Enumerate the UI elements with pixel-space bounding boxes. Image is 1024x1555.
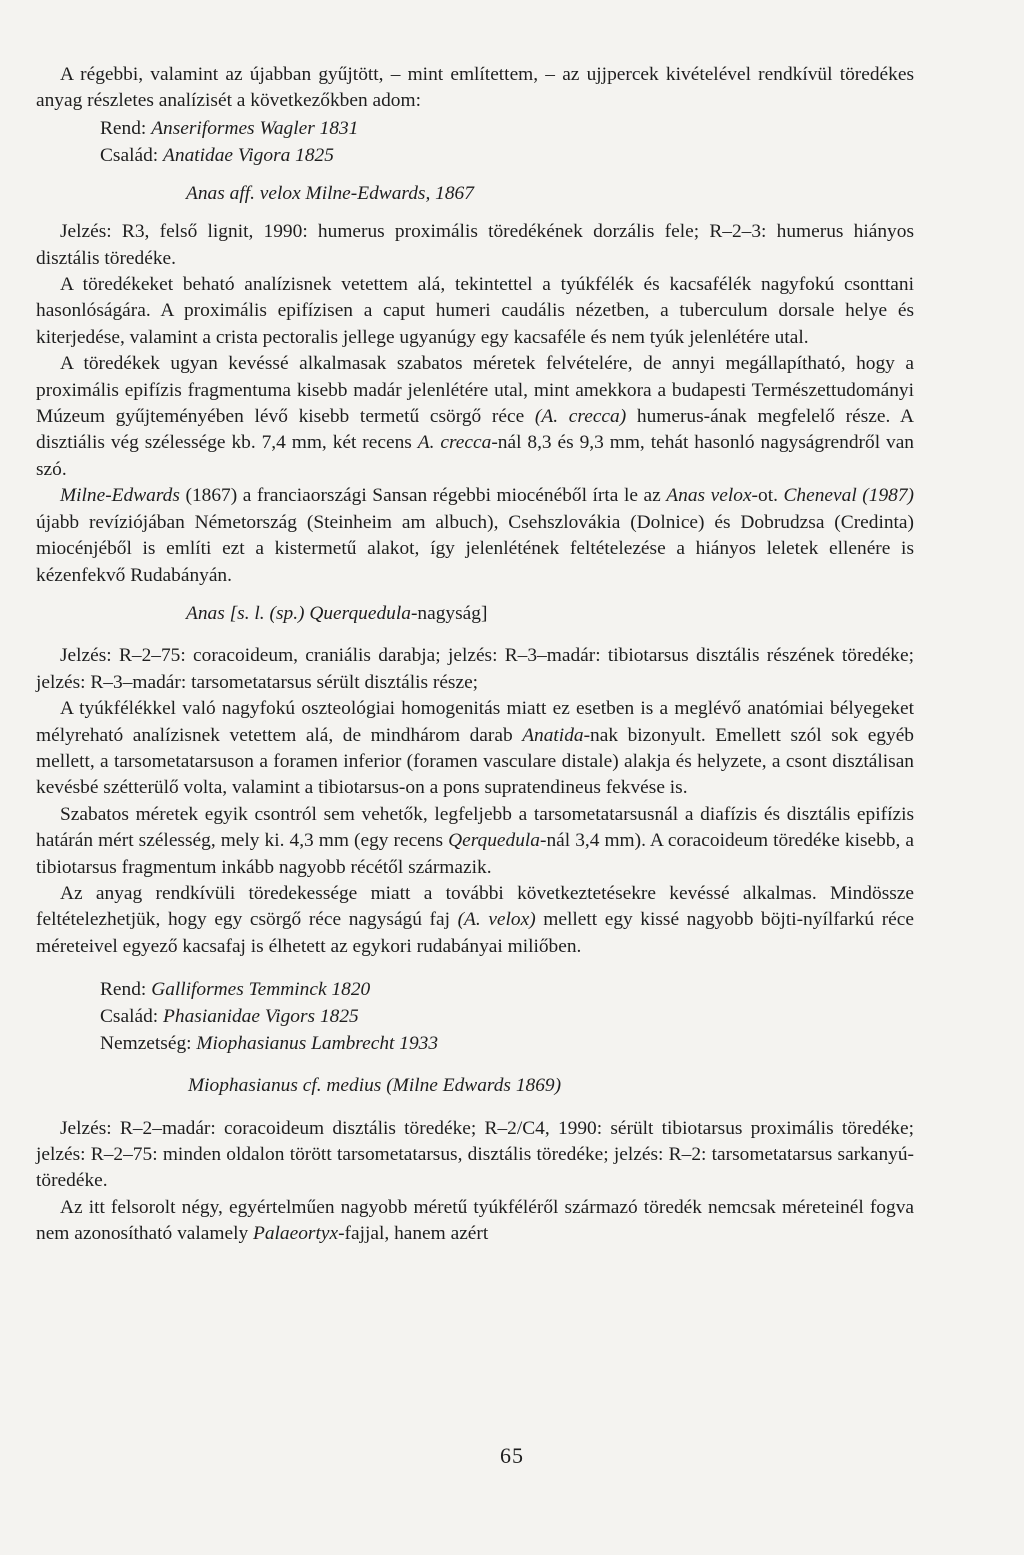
species1-paragraph-3 xyxy=(36,351,914,483)
text-run: A tyúkfélékkel való nagyfokú oszteológiai homogenitás miatt ez esetben is a meglévő anatómiai bélyegeket mélyreható analízisnek vetettem alá, de mindhárom darab xyxy=(36,698,914,746)
family-name: Anatidae Vigora 1825 xyxy=(163,144,334,166)
family-label: Család: xyxy=(100,144,159,166)
species-heading-anas-querquedula xyxy=(186,601,914,627)
species-heading-miophasianus: Miophasianus cf. medius (Milne Edwards 1869) xyxy=(188,1075,562,1097)
order-label: Rend: xyxy=(100,117,147,139)
intro-paragraph: A régebbi, valamint az újabban gyűjtött, – mint említettem, – az ujjpercek kivételével rendkívül töredékes anyag részletes analízisét a következőkben adom: xyxy=(36,64,914,112)
text-run-italic: (A. velox) xyxy=(457,909,536,931)
text-run: (1867) a franciaországi Sansan régebbi miocénéből írta le az xyxy=(179,485,667,507)
text-run-italic: (A. crecca) xyxy=(534,406,627,428)
text-run: -nak bizonyult. Emellett szól sok egyéb mellett, a tarsometatarsuson a foramen inferior (foramen vasculare distale) alakja és helyzete, a csont disztálisan kevésbé szétterülő volta, valamint a tibiotarsus-on a pons supratendineus fekvése is. xyxy=(36,724,914,799)
text-run: Szabatos méretek egyik csontról sem vehetők, legfeljebb a tarsometatarsusnál a diafízis és disztális epifízis határán mért szélesség, mely ki. 4,3 mm (egy recens xyxy=(36,803,914,852)
species1-paragraph-1: Jelzés: R3, felső lignit, 1990: humerus proximális töredékének dorzális fele; R–2–3: humerus hiányos disztális töredéke. xyxy=(36,221,914,269)
text-run-italic: Anas [s. l. (sp.) Querquedula xyxy=(186,602,411,624)
text-run-italic: Palaeortyx xyxy=(253,1223,339,1245)
order-name: Galliformes Temminck 1820 xyxy=(151,979,371,1001)
taxonomy-block-anseriformes xyxy=(100,115,914,169)
text-run: -ot. xyxy=(751,485,784,507)
order-label: Rend: xyxy=(100,979,147,1001)
species2-paragraph-4 xyxy=(36,881,914,960)
text-run-italic: Qerquedula xyxy=(448,830,540,852)
text-run-italic: Anas velox xyxy=(666,485,752,507)
species2-paragraph-1: Jelzés: R–2–75: coracoideum, craniális darabja; jelzés: R–3–madár: tibiotarsus disztális részének töredéke; jelzés: R–3–madár: tarsometatarsus sérült disztális része; xyxy=(36,645,914,693)
family-line xyxy=(100,1003,914,1030)
species-heading-anas-velox: Anas aff. velox Milne-Edwards, 1867 xyxy=(186,182,474,204)
text-run: -fajjal, hanem azért xyxy=(338,1223,489,1245)
page-number: 65 xyxy=(500,1443,524,1468)
text-run-italic: Milne-Edwards xyxy=(60,485,180,507)
text-run: -nál 8,3 és 9,3 mm, tehát hasonló nagyságrendről van szó. xyxy=(36,432,914,480)
species2-paragraph-3 xyxy=(36,802,914,881)
text-run: -nál 3,4 mm). A coracoideum töredéke kisebb, a tibiotarsus fragmentum inkább nagyobb récétől származik. xyxy=(36,830,914,878)
order-line xyxy=(100,115,914,142)
genus-name: Miophasianus Lambrecht 1933 xyxy=(196,1033,439,1055)
text-run: újabb revíziójában Németország (Steinheim am albuch), Csehszlovákia (Dolnice) és Dobrudzsa (Credinta) miocénjéből is említi ezt a kistermetű alakot, így jelenlétének feltételezése a hiányos leletek ellenére is kézenfekvő Rudabányán. xyxy=(36,511,914,586)
text-run: -nagyság] xyxy=(410,602,488,624)
species3-paragraph-2 xyxy=(36,1195,914,1248)
genus-line xyxy=(100,1030,914,1057)
family-line xyxy=(100,142,914,169)
species1-paragraph-2: A töredékeket beható analízisnek vetettem alá, tekintettel a tyúkfélék és kacsafélék nagyfokú csonttani hasonlóságára. A proximális epifízisen a caput humeri caudális nézetben, a tuberculum dorsale helye és kiterjedése, valamint a crista pectoralis jellege ugyanúgy egy kacsaféle és nem tyúk jelenlétére utal. xyxy=(36,274,914,348)
taxonomy-block-galliformes xyxy=(100,976,914,1057)
text-run-italic: A. crecca xyxy=(417,432,492,454)
text-run: humerus-ának megfelelő része. A disztiális vég szélessége kb. 7,4 mm, két recens xyxy=(36,406,914,454)
species2-paragraph-2 xyxy=(36,696,914,802)
genus-label: Nemzetség: xyxy=(100,1033,192,1055)
family-label: Család: xyxy=(100,1006,159,1028)
order-name: Anseriformes Wagler 1831 xyxy=(151,117,359,139)
text-run: mellett egy kissé nagyobb böjti-nyílfarkú réce méreteivel egyező kacsafaj is élhetett az egykori rudabányai miliőben. xyxy=(36,909,914,957)
text-run-italic: Anatida xyxy=(522,724,584,746)
text-run: Az anyag rendkívüli töredekessége miatt a további következtetésekre kevéssé alkalmas. Mindössze feltételezhetjük, hogy egy csörgő réce nagyságú faj xyxy=(36,882,914,931)
text-run-italic: Cheneval (1987) xyxy=(783,485,914,507)
page-body xyxy=(36,62,914,1248)
family-name: Phasianidae Vigors 1825 xyxy=(163,1006,359,1028)
species3-paragraph-1: Jelzés: R–2–madár: coracoideum disztális töredéke; R–2/C4, 1990: sérült tibiotarsus proximális töredéke; jelzés: R–2–75: minden oldalon törött tarsometatarsus, disztális töredéke; jelzés: R–2: tarsometatarsus sarkanyú-töredéke. xyxy=(36,1117,914,1192)
species1-paragraph-4 xyxy=(36,483,914,589)
text-run: A töredékek ugyan kevéssé alkalmasak szabatos méretek felvételére, de annyi megállapítható, hogy a proximális epifízis fragmentuma kisebb madár jelenlétére utal, mint amekkora a budapesti Természettudományi Múzeum gyűjteményében lévő kisebb termetű csörgő réce xyxy=(36,353,914,428)
text-run: Az itt felsorolt négy, egyértelműen nagyobb méretű tyúkféléről származó töredék nemcsak méreteinél fogva nem azonosítható valamely xyxy=(36,1196,914,1245)
order-line xyxy=(100,976,914,1003)
